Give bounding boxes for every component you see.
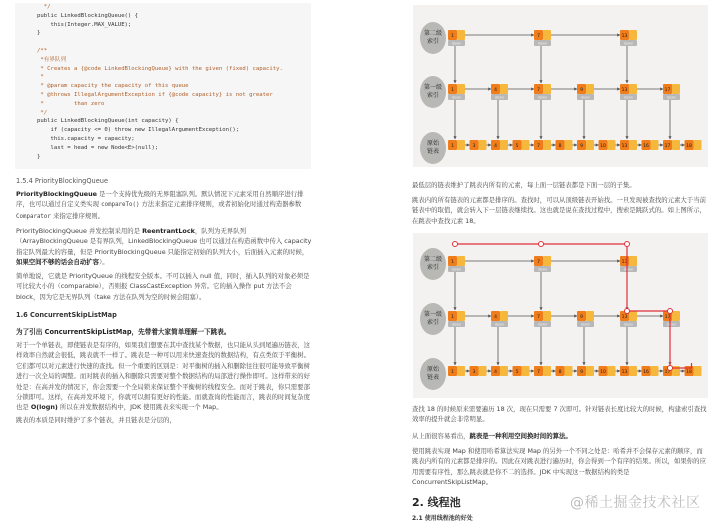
node-value: 9	[580, 88, 583, 93]
node-pointer-box	[608, 140, 616, 150]
node-value: 9	[580, 370, 583, 375]
node-value: 1	[451, 88, 454, 93]
level-label-first-index: 第一级索引	[423, 84, 442, 99]
down-label: down	[494, 322, 505, 327]
code-block	[15, 3, 311, 169]
text: 方法来指定元素排序规则，或者初始化时通过构造器参数	[139, 200, 302, 209]
node-value: 17	[664, 370, 671, 375]
node-value: 9	[580, 315, 583, 320]
inline-code: Comparator	[16, 213, 51, 220]
bold-term: PriorityBlockingQueue	[16, 190, 97, 198]
bold-term: 跳表是一种利用空间换时间的算法。	[469, 432, 572, 440]
node-pointer-box	[500, 366, 508, 376]
level-label-first-index: 第一级索引	[423, 311, 442, 326]
search-path-node	[625, 242, 630, 247]
node-pointer-box	[672, 140, 680, 150]
node-value: 5	[515, 144, 519, 149]
node-value: 10	[600, 144, 606, 149]
node-pointer-box	[651, 366, 659, 376]
section-heading-1-6: 1.6 ConcurrentSkipListMap	[16, 311, 117, 319]
paragraph-search: 跳表内的所有链表的元素都是排序的。查找时，可以从顶级链表开始找。一旦发现被查找的元素大于当前链表中的取值，就会转入下一层链表继续找。这也就是说在查找过程中，搜索是跳跃式的。如上图所示，在跳表中查找元素 18。	[412, 196, 706, 225]
node-pointer-box	[500, 84, 508, 94]
section-heading-2: 2. 线程池	[412, 496, 461, 509]
down-label: down	[451, 95, 462, 100]
node-pointer-box	[586, 311, 594, 321]
down-label: down	[623, 41, 634, 46]
node-value: 18	[686, 144, 692, 149]
node-pointer-box	[694, 366, 702, 376]
node-pointer-box	[543, 366, 551, 376]
node-value: 4	[494, 144, 497, 149]
node-value: 10	[600, 370, 606, 375]
down-label: down	[494, 95, 505, 100]
node-value: 4	[494, 370, 497, 375]
node-pointer-box	[543, 84, 551, 94]
node-value: 1	[451, 260, 454, 265]
code-line: this(Integer.MAX_VALUE);	[37, 21, 132, 28]
node-value: 1	[451, 315, 454, 320]
level-label-original-list: 原始链表	[426, 366, 439, 381]
node-pointer-box	[608, 366, 616, 376]
paragraph-search-count: 查找 18 的时候原来需要遍历 18 次，现在只需要 7 次即可。针对链表长度比较大的时候，构建索引查找效率的提升就会非常明显。	[412, 405, 707, 424]
level-label-original-list: 原始链表	[426, 140, 439, 155]
down-label: down	[666, 322, 677, 327]
text: 从上面很容易看出，	[412, 432, 470, 440]
code-line: }	[37, 30, 41, 37]
node-pointer-box	[629, 311, 637, 321]
node-value: 13	[621, 88, 628, 93]
down-label: down	[580, 95, 591, 100]
skiplist-diagram	[413, 5, 708, 167]
node-value: 17	[664, 144, 671, 149]
paragraph-map-compare: 使用跳表实现 Map 和使用哈希算法实现 Map 的另外一个不同之处是：哈希并不会保存元素的顺序，而跳表内所有的元素都是排序的。因此在对跳表进行遍历时，你会得到一个有序的结果。所以，如果你的应用需要有序性，那么跳表就是你不二的选择。JDK 中实现这一数据结构的类是 ConcurrentSkipListMap。	[412, 447, 706, 487]
node-pointer-box	[565, 366, 573, 376]
diagram-caption: 最低层的链表维护了跳表内所有的元素，每上面一层链表都是下面一层的子集。	[412, 181, 636, 189]
node-pointer-box	[629, 30, 637, 40]
node-pointer-box	[457, 84, 465, 94]
node-value: 13	[621, 144, 628, 149]
node-pointer-box	[457, 140, 465, 150]
level-label-second-index: 第二级索引	[423, 256, 442, 271]
node-value: 7	[537, 370, 540, 375]
node-pointer-box	[629, 140, 637, 150]
code-line: * @throws IllegalArgumentException if {@code capacity} is not greater	[37, 91, 273, 98]
node-value: 4	[494, 88, 497, 93]
node-value: 1	[451, 34, 454, 39]
node-value: 18	[686, 370, 692, 375]
node-value: 3	[472, 370, 476, 375]
node-value: 3	[472, 144, 476, 149]
node-pointer-box	[629, 84, 637, 94]
code-line: public LinkedBlockingQueue() {	[37, 12, 139, 19]
code-line: }	[37, 153, 41, 160]
node-pointer-box	[522, 140, 530, 150]
bold-term: 如果空间不够的话会自动扩容	[16, 258, 100, 267]
node-pointer-box	[672, 311, 680, 321]
node-pointer-box	[629, 366, 637, 376]
skiplist-intro-bold: 为了引出 ConcurrentSkipListMap，先带着大家简单理解一下跳表。	[16, 328, 231, 336]
node-pointer-box	[457, 311, 465, 321]
node-pointer-box	[672, 84, 680, 94]
down-label: down	[451, 267, 462, 272]
down-label: down	[537, 322, 548, 327]
down-label: down	[580, 322, 591, 327]
down-label: down	[623, 322, 634, 327]
code-line: if (capacity <= 0) throw new IllegalArgumentException();	[37, 127, 240, 134]
code-line: this.capacity = capacity;	[37, 135, 135, 142]
node-value: 13	[621, 370, 628, 375]
code-line: */	[37, 109, 48, 116]
node-pointer-box	[586, 366, 594, 376]
search-path-node	[625, 309, 630, 314]
node-pointer-box	[694, 140, 702, 150]
paragraph-space-time	[412, 431, 708, 441]
node-value: 17	[664, 315, 671, 320]
code-line: *	[37, 74, 44, 81]
node-pointer-box	[543, 30, 551, 40]
node-value: 16	[643, 370, 649, 375]
node-value: 16	[643, 144, 649, 149]
level-label-second-index: 第二级索引	[423, 30, 442, 45]
node-pointer-box	[543, 140, 551, 150]
node-value: 7	[537, 34, 540, 39]
node-value: 7	[537, 315, 540, 320]
search-path	[455, 244, 692, 368]
node-pointer-box	[457, 366, 465, 376]
node-value: 13	[621, 34, 628, 39]
search-path-node	[453, 242, 458, 247]
code-line: /**	[37, 47, 48, 54]
node-value: 4	[494, 315, 497, 320]
node-pointer-box	[457, 256, 465, 266]
code-line: */	[37, 4, 51, 10]
inline-code: compareTo()	[101, 202, 140, 209]
down-label: down	[537, 267, 548, 272]
code-line: *有界队列	[37, 56, 67, 63]
code-line: * @param capacity the capacity of this queue	[37, 83, 189, 90]
text: 是一个支持优先级的无界阻塞队列。默认情况下元素采用自然顺序进行排序，也可以通过自定义类实现	[16, 190, 304, 209]
down-label: down	[623, 95, 634, 100]
down-label: down	[451, 322, 462, 327]
node-pointer-box	[565, 140, 573, 150]
paragraph-skiplist-explain	[16, 340, 312, 413]
node-pointer-box	[586, 140, 594, 150]
code-line: last = head = new Node<E>(null);	[37, 144, 159, 151]
code-line: * Creates a {@code LinkedBlockingQueue} with the given (fixed) capacity.	[37, 65, 283, 72]
code-line	[37, 38, 311, 47]
bold-term: O(logn)	[30, 403, 58, 412]
node-value: 9	[580, 144, 583, 149]
skiplist-search-diagram	[413, 233, 708, 398]
down-label: down	[537, 95, 548, 100]
search-path-node	[668, 309, 673, 314]
node-pointer-box	[522, 366, 530, 376]
node-pointer-box	[629, 256, 637, 266]
node-pointer-box	[479, 366, 487, 376]
node-pointer-box	[543, 256, 551, 266]
node-value: 5	[515, 370, 519, 375]
down-label: down	[537, 41, 548, 46]
node-pointer-box	[651, 140, 659, 150]
down-label: down	[623, 267, 634, 272]
down-label: down	[666, 95, 677, 100]
text: ）。	[99, 258, 109, 267]
text: PriorityBlockingQueue 并发控制采用的是	[16, 227, 143, 235]
text: ，队列为无界队列（ArrayBlockingQueue 是有界队列，LinkedBlockingQueue 也可以通过在构造函数中传入 capacity 指定队列最大的容量，但是 PriorityBlockingQueue 只能指定初始的队列大小，后面插入元素的时候，	[16, 227, 312, 256]
node-pointer-box	[500, 140, 508, 150]
search-path-node	[539, 242, 544, 247]
search-path-node	[668, 366, 673, 371]
node-value: 1	[451, 370, 454, 375]
node-value: 8	[558, 144, 562, 149]
node-value: 7	[537, 144, 540, 149]
paragraph-priority-intro	[16, 189, 312, 222]
down-label: down	[451, 41, 462, 46]
section-heading-1-5-4: 1.5.4 PriorityBlockingQueue	[16, 177, 109, 185]
node-pointer-box	[543, 311, 551, 321]
node-value: 7	[537, 260, 540, 265]
node-value: 13	[621, 260, 628, 265]
paragraph-skiplist-essence: 跳表的本质是同时维护了多个链表，并且链表是分层的，	[16, 416, 176, 424]
node-pointer-box	[457, 30, 465, 40]
section-heading-2-1: 2.1 使用线程池的好处	[412, 515, 473, 522]
node-value: 17	[664, 88, 671, 93]
watermark: @稀土掘金技术社区	[570, 495, 701, 511]
text: 来指定排序规则。	[50, 211, 105, 220]
paragraph-priority-lock	[16, 226, 312, 268]
code-line: * than zero	[37, 100, 105, 107]
node-pointer-box	[479, 140, 487, 150]
text: 对于一个单链表，即使链表是有序的，如果我们想要在其中查找某个数据，也只能从头到尾遍历链表，这样效率自然就会很低，跳表就不一样了。跳表是一种可以用来快速查找的数据结构，有点类似于平衡树。它们都可以对元素进行快速的查找。但一个重要的区别是：对平衡树的插入和删除往往很可能导致平衡树进行一次全局的调整。而对跳表的插入和删除只需要对整个数据结构的局部进行操作即可。这样带来的好处是：在高并发的情况下，你会需要一个全局锁来保证整个平衡树的线程安全。而对于跳表，你只需要部分锁即可。这样，在高并发环境下，你就可以拥有更好的性能。而就查询的性能而言，跳表的时间复杂度也是	[16, 341, 310, 412]
code-line: public LinkedBlockingQueue(int capacity) {	[37, 118, 179, 125]
node-value: 13	[621, 315, 628, 320]
node-value: 7	[537, 88, 540, 93]
text: 所以在并发数据结构中，JDK 使用跳表来实现一个 Map。	[57, 403, 223, 412]
node-pointer-box	[500, 311, 508, 321]
node-pointer-box	[586, 84, 594, 94]
node-value: 8	[558, 370, 562, 375]
paragraph-priority-summary: 简单地说，它就是 PriorityQueue 的线程安全版本。不可以插入 null 值，同时，插入队列的对象必须是可比较大小的（comparable），否则报 ClassCastException 异常。它的插入操作 put 方法不会 block，因为它是无界队列（take 方法在队列为空的时候会阻塞）。	[16, 272, 310, 301]
bold-term: ReentrantLock	[142, 227, 195, 235]
node-value: 1	[451, 144, 454, 149]
